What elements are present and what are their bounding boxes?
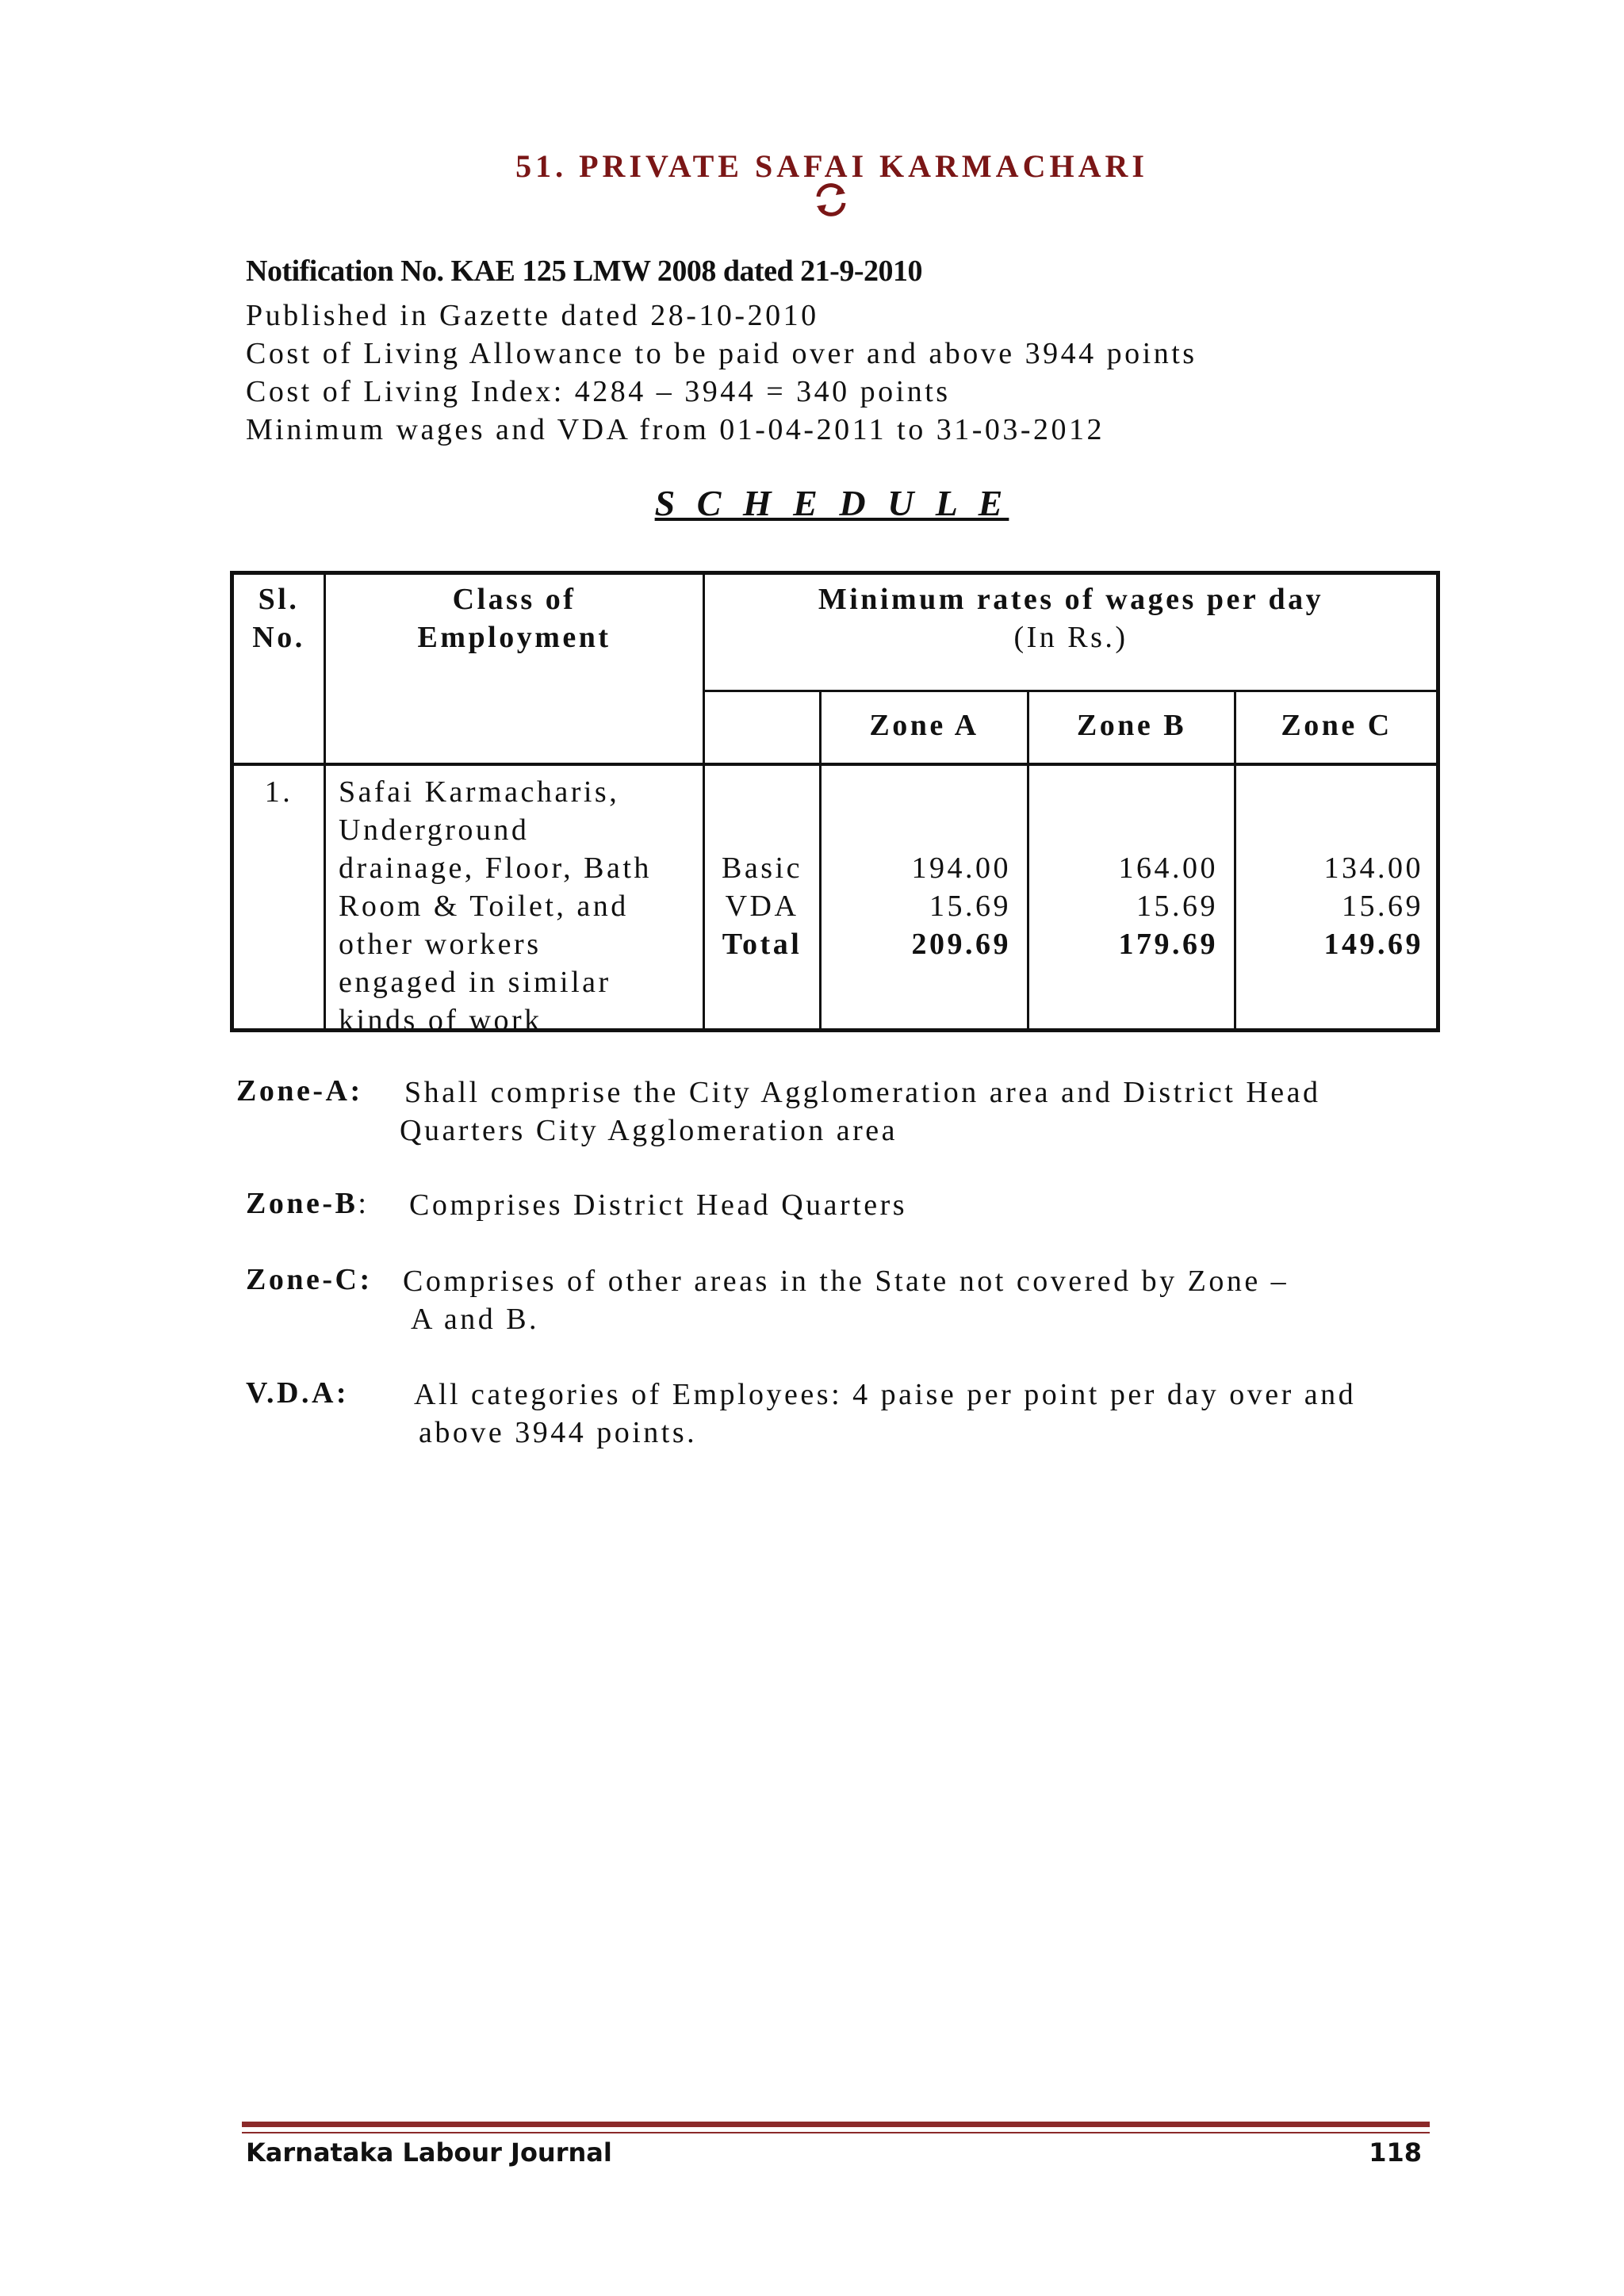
zone-c-basic: 134.00 (1323, 851, 1423, 885)
class-line: kinds of work (339, 1004, 542, 1037)
component-total: Total (722, 928, 802, 961)
header-rates-line2: (In Rs.) (1013, 621, 1128, 654)
zone-c-label: Zone-C: (246, 1263, 373, 1296)
index-line: Cost of Living Index: 4284 – 3944 = 340 points (246, 375, 951, 408)
recycle-arrows-icon (810, 179, 852, 220)
zone-a-text-line2: Quarters City Agglomeration area (400, 1114, 898, 1147)
header-class-line1: Class of (452, 583, 576, 616)
header-sl-line1: Sl. (258, 583, 300, 616)
journal-name: Karnataka Labour Journal (246, 2137, 612, 2168)
schedule-heading: S C H E D U L E (654, 483, 1009, 523)
gazette-line: Published in Gazette dated 28-10-2010 (246, 299, 819, 332)
zone-a-vda: 15.69 (929, 890, 1011, 923)
notification-number: Notification No. KAE 125 LMW 2008 dated 21-9-2010 (246, 254, 922, 288)
header-rates-line1: Minimum rates of wages per day (818, 583, 1324, 616)
class-line: Room & Toilet, and (339, 890, 629, 923)
zone-c-total: 149.69 (1323, 928, 1423, 961)
component-basic: Basic (722, 851, 802, 885)
cola-line: Cost of Living Allowance to be paid over and above 3944 points (246, 337, 1197, 370)
vda-text-line2: above 3944 points. (419, 1416, 698, 1449)
page-title: 51. PRIVATE SAFAI KARMACHARI (515, 148, 1148, 184)
zone-c-vda: 15.69 (1342, 890, 1423, 923)
vda-label: V.D.A: (246, 1376, 350, 1410)
vda-text-line1: All categories of Employees: 4 paise per point per day over and (414, 1378, 1357, 1411)
zone-a-basic: 194.00 (911, 851, 1011, 885)
zone-b-text: Comprises District Head Quarters (409, 1188, 908, 1222)
zone-b-basic: 164.00 (1118, 851, 1218, 885)
zone-c-text-line2: A and B. (411, 1303, 540, 1336)
class-line: engaged in similar (339, 966, 611, 999)
wages-table (230, 571, 1440, 1037)
footer-rule-thin (242, 2132, 1430, 2133)
zone-b-vda: 15.69 (1136, 890, 1218, 923)
header-zone-c: Zone C (1281, 709, 1392, 742)
zone-c-text-line1: Comprises of other areas in the State not covered by Zone – (403, 1265, 1289, 1298)
class-line: drainage, Floor, Bath (339, 851, 652, 885)
zone-a-total: 209.69 (911, 928, 1011, 961)
period-line: Minimum wages and VDA from 01-04-2011 to 31-03-2012 (246, 413, 1105, 446)
zone-b-total: 179.69 (1118, 928, 1218, 961)
footer-rule (242, 2122, 1430, 2127)
class-line: Safai Karmacharis, (339, 775, 620, 809)
page-number: 118 (1369, 2137, 1422, 2168)
component-vda: VDA (725, 890, 799, 923)
header-class-line2: Employment (417, 621, 611, 654)
row-sl: 1. (264, 775, 293, 809)
class-line: Underground (339, 813, 530, 847)
zone-a-label: Zone-A: (236, 1074, 363, 1108)
header-sl-line2: No. (252, 621, 305, 654)
class-line: other workers (339, 928, 542, 961)
zone-a-text-line1: Shall comprise the City Agglomeration area and District Head (404, 1076, 1321, 1109)
header-zone-a: Zone A (869, 709, 979, 742)
header-zone-b: Zone B (1076, 709, 1187, 742)
zone-b-label: Zone-B: (246, 1187, 370, 1220)
